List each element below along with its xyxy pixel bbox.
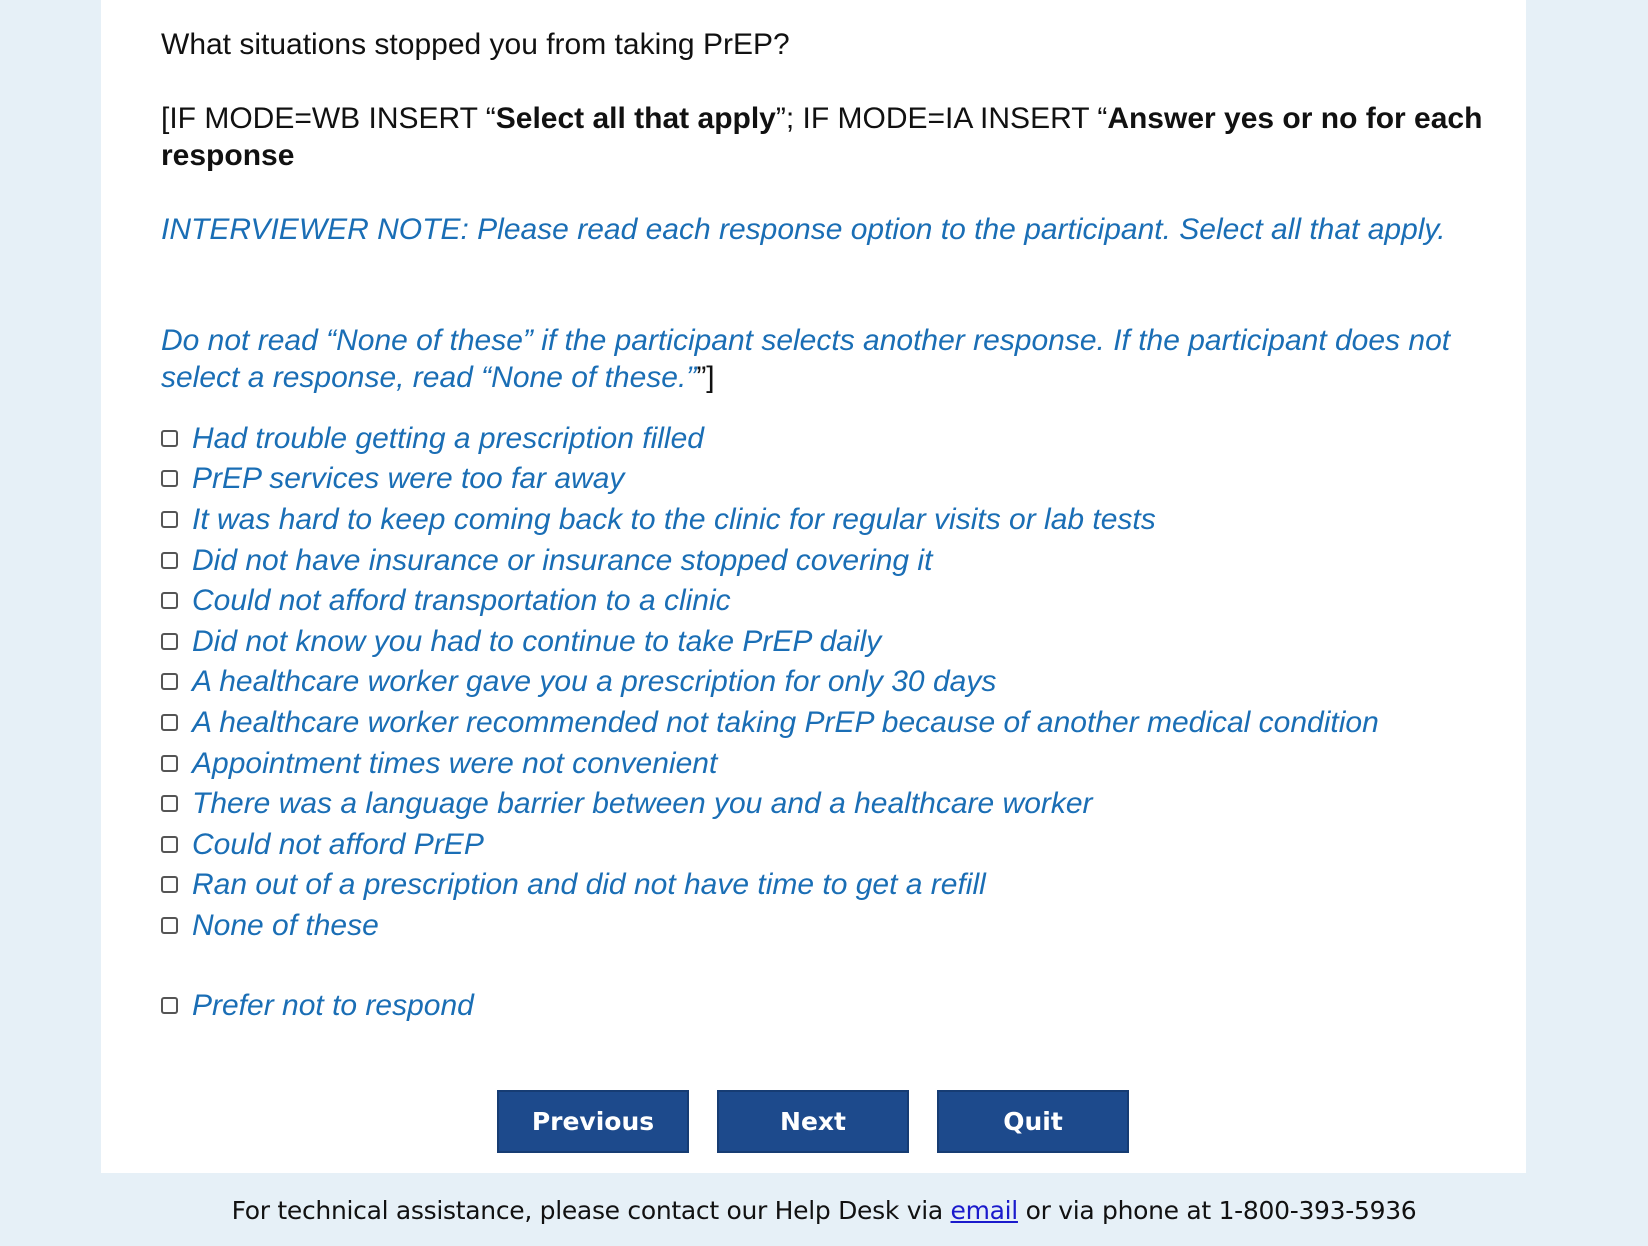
option-label[interactable]: Could not afford transportation to a clinic bbox=[192, 584, 731, 618]
option-row[interactable] bbox=[161, 580, 1379, 621]
checkbox[interactable] bbox=[161, 633, 178, 650]
option-row[interactable] bbox=[161, 783, 1379, 824]
option-row[interactable] bbox=[161, 824, 1379, 865]
help-desk-footer bbox=[0, 1196, 1648, 1225]
instruction-text-1: [IF MODE=WB INSERT “ bbox=[161, 102, 496, 135]
checkbox[interactable] bbox=[161, 876, 178, 893]
option-row[interactable] bbox=[161, 865, 1379, 906]
quit-button[interactable]: Quit bbox=[937, 1090, 1129, 1153]
option-label[interactable]: A healthcare worker gave you a prescription for only 30 days bbox=[192, 665, 997, 699]
option-row[interactable] bbox=[161, 702, 1379, 743]
footer-text-before: For technical assistance, please contact our Help Desk via bbox=[231, 1196, 951, 1225]
option-row[interactable] bbox=[161, 540, 1379, 581]
option-row[interactable] bbox=[161, 499, 1379, 540]
checkbox[interactable] bbox=[161, 470, 178, 487]
checkbox[interactable] bbox=[161, 714, 178, 731]
instruction-close-bracket: ”] bbox=[696, 361, 715, 394]
checkbox[interactable] bbox=[161, 430, 178, 447]
email-link[interactable]: email bbox=[950, 1196, 1018, 1225]
interviewer-note-none-text: Do not read “None of these” if the participant selects another response. If the participant does not select a response, read “None of these.” bbox=[161, 324, 1451, 394]
option-row[interactable] bbox=[161, 662, 1379, 703]
checkbox[interactable] bbox=[161, 795, 178, 812]
option-row[interactable] bbox=[161, 621, 1379, 662]
next-button[interactable]: Next bbox=[717, 1090, 909, 1153]
question-text: What situations stopped you from taking PrEP? bbox=[161, 28, 790, 61]
option-label[interactable]: Could not afford PrEP bbox=[192, 827, 484, 861]
instruction-bold-2: Answer yes or no for each response bbox=[161, 102, 1483, 172]
option-label[interactable]: There was a language barrier between you and a healthcare worker bbox=[192, 787, 1093, 821]
option-label[interactable]: Did not have insurance or insurance stopped covering it bbox=[192, 543, 933, 577]
checkbox[interactable] bbox=[161, 917, 178, 934]
checkbox[interactable] bbox=[161, 511, 178, 528]
checkbox[interactable] bbox=[161, 552, 178, 569]
option-row-none[interactable] bbox=[161, 905, 1379, 946]
option-row-prefer-not[interactable] bbox=[161, 985, 1379, 1026]
interviewer-note: INTERVIEWER NOTE: Please read each response option to the participant. Select all that apply. bbox=[161, 213, 1446, 246]
checkbox[interactable] bbox=[161, 673, 178, 690]
checkbox[interactable] bbox=[161, 755, 178, 772]
mode-instruction bbox=[161, 100, 1501, 174]
option-row[interactable] bbox=[161, 418, 1379, 459]
option-row[interactable] bbox=[161, 459, 1379, 500]
instruction-bold-1: Select all that apply bbox=[495, 102, 776, 135]
response-options-list bbox=[161, 418, 1379, 1025]
option-label[interactable]: Did not know you had to continue to take PrEP daily bbox=[192, 624, 882, 658]
option-label[interactable]: Ran out of a prescription and did not have time to get a refill bbox=[192, 868, 986, 902]
interviewer-note-none bbox=[161, 322, 1501, 396]
option-label[interactable]: Prefer not to respond bbox=[192, 988, 474, 1022]
option-label[interactable]: Appointment times were not convenient bbox=[192, 746, 718, 780]
option-row[interactable] bbox=[161, 743, 1379, 784]
instruction-text-2: ”; IF MODE=IA INSERT “ bbox=[775, 102, 1108, 135]
checkbox[interactable] bbox=[161, 997, 178, 1014]
option-label[interactable]: A healthcare worker recommended not taking PrEP because of another medical condition bbox=[192, 705, 1379, 739]
footer-text-after: or via phone at 1-800-393-5936 bbox=[1017, 1196, 1417, 1225]
option-label[interactable]: Had trouble getting a prescription filled bbox=[192, 421, 704, 455]
option-label[interactable]: PrEP services were too far away bbox=[192, 462, 625, 496]
checkbox[interactable] bbox=[161, 836, 178, 853]
previous-button[interactable]: Previous bbox=[497, 1090, 689, 1153]
option-label[interactable]: It was hard to keep coming back to the clinic for regular visits or lab tests bbox=[192, 502, 1156, 536]
option-label[interactable]: None of these bbox=[192, 908, 379, 942]
checkbox[interactable] bbox=[161, 592, 178, 609]
